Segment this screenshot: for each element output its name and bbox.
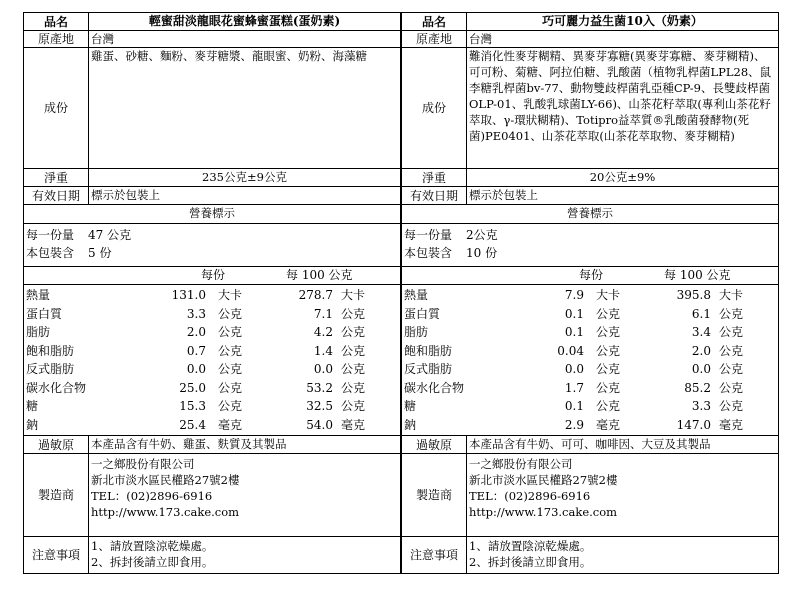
label-allergen: 過敏原	[402, 436, 467, 454]
net-weight-value: 20公克±9%	[467, 169, 779, 187]
per-serving-value: 0.1	[564, 399, 584, 413]
servings-per-pack-value: 10 份	[466, 246, 498, 260]
per-100g-unit: 公克	[341, 325, 366, 339]
manufacturer-info	[89, 454, 401, 537]
per-100g-unit: 毫克	[719, 417, 744, 432]
per-100g-value: 54.0	[306, 417, 333, 432]
nutrient-name: 反式脂肪	[404, 362, 453, 376]
per-100g-unit: 公克	[719, 380, 744, 395]
per-serving-value: 0.04	[557, 343, 584, 358]
per-serving-unit: 公克	[596, 362, 621, 376]
nutrient-row	[26, 342, 398, 361]
per-100g-value: 6.1	[691, 306, 711, 321]
label-origin: 原產地	[24, 31, 89, 48]
manufacturer-tel: TEL：(02)2896-6916	[469, 489, 591, 503]
label-product-name: 品名	[402, 13, 467, 31]
per-serving-value: 25.4	[179, 417, 206, 432]
per-serving-value: 2.9	[564, 417, 584, 432]
label-origin: 原產地	[402, 31, 467, 48]
nutrient-name: 碳水化合物	[26, 380, 87, 395]
label-ingredients: 成份	[402, 48, 467, 169]
note-line: 1、請放置陰涼乾燥處。	[469, 539, 592, 553]
nutrient-name: 脂肪	[26, 325, 51, 339]
per-100g-value: 0.0	[313, 362, 333, 376]
nutrient-row	[26, 286, 398, 305]
nutrient-row	[26, 323, 398, 342]
per-serving-unit: 毫克	[596, 417, 621, 432]
nutrient-name: 飽和脂肪	[26, 343, 75, 358]
per-serving-value: 0.1	[564, 325, 584, 339]
per-serving-unit: 公克	[218, 306, 243, 321]
nutrient-name: 蛋白質	[404, 306, 441, 321]
per-100g-value: 7.1	[313, 306, 333, 321]
per-100g-unit: 公克	[719, 399, 744, 413]
nutrition-column-header	[402, 267, 779, 285]
per-serving-unit: 公克	[218, 399, 243, 413]
expiry-value: 標示於包裝上	[467, 187, 779, 205]
nutrient-name: 碳水化合物	[404, 380, 465, 395]
per-serving-unit: 公克	[218, 343, 243, 358]
per-100g-unit: 大卡	[341, 288, 366, 302]
note-line: 1、請放置陰涼乾燥處。	[91, 539, 214, 553]
per-serving-value: 0.1	[564, 306, 584, 321]
per-100g-value: 395.8	[676, 288, 711, 302]
product-name: 輕蜜甜淡龍眼花蜜蜂蜜蛋糕(蛋奶素)	[89, 13, 401, 31]
notes-info	[89, 537, 401, 574]
origin-value: 台灣	[89, 31, 401, 48]
label-servings-per-pack: 本包裝含	[404, 246, 453, 260]
nutrient-name: 飽和脂肪	[404, 343, 453, 358]
per-100g-unit: 公克	[341, 343, 366, 358]
allergen-value: 本產品含有牛奶、雞蛋、麩質及其製品	[89, 436, 401, 454]
manufacturer-address: 新北市淡水區民權路27號2樓	[91, 473, 240, 487]
label-manufacturer: 製造商	[24, 454, 89, 537]
per-100g-value: 53.2	[306, 380, 333, 395]
per-100g-value: 4.2	[313, 325, 333, 339]
per-100g-unit: 大卡	[719, 288, 744, 302]
serving-size-value: 2公克	[466, 228, 498, 242]
per-serving-unit: 公克	[218, 362, 243, 376]
product-table	[401, 12, 779, 574]
nutrient-row	[26, 305, 398, 324]
allergen-value: 本產品含有牛奶、可可、咖啡因、大豆及其製品	[467, 436, 779, 454]
header-per-100g: 每 100 公克	[286, 268, 353, 282]
per-100g-value: 32.5	[306, 399, 333, 413]
label-expiry: 有效日期	[402, 187, 467, 205]
nutrition-column-header	[24, 267, 401, 285]
header-per-100g: 每 100 公克	[664, 268, 731, 282]
note-line: 2、拆封後請立即食用。	[91, 555, 214, 569]
notes-info	[467, 537, 779, 574]
per-serving-value: 1.7	[564, 380, 584, 395]
serving-info	[402, 224, 779, 267]
per-serving-unit: 大卡	[218, 288, 243, 302]
per-serving-unit: 公克	[596, 343, 621, 358]
serving-size-line	[26, 226, 398, 244]
per-100g-unit: 公克	[341, 380, 366, 395]
product-name: 巧可麗力益生菌10入（奶素）	[467, 13, 779, 31]
nutrient-row	[404, 360, 776, 379]
expiry-value: 標示於包裝上	[89, 187, 401, 205]
servings-per-pack-line	[26, 244, 398, 262]
per-serving-value: 131.0	[171, 288, 206, 302]
per-100g-value: 147.0	[676, 417, 711, 432]
serving-info	[24, 224, 401, 267]
nutrient-row	[404, 416, 776, 435]
per-100g-value: 2.0	[691, 343, 711, 358]
label-serving-size: 每一份量	[404, 228, 453, 242]
per-serving-unit: 公克	[596, 325, 621, 339]
origin-value: 台灣	[467, 31, 779, 48]
servings-per-pack-value: 5 份	[88, 246, 112, 260]
servings-per-pack-line	[404, 244, 776, 262]
per-100g-unit: 公克	[719, 362, 744, 376]
per-serving-unit: 公克	[218, 325, 243, 339]
ingredients-value: 難消化性麥芽糊精、異麥芽寡糖(異麥芽寡糖、麥芽糊精)、可可粉、菊糖、阿拉伯糖、乳酸菌（植物乳桿菌LPL28、鼠李糖乳桿菌bv-77、動物雙歧桿菌乳亞種CP-9、長雙歧桿菌OLP-01、乳酸乳球菌LY-66)、山茶花籽萃取(專利山茶花籽萃取、γ-環狀糊精)、Totipro益萃質®乳酸菌發酵物(死菌)PE0401、山茶花萃取(山茶花萃取物、麥芽糊精)	[467, 48, 779, 169]
nutrient-row	[404, 323, 776, 342]
manufacturer-url[interactable]: http://www.173.cake.com	[91, 505, 240, 519]
label-servings-per-pack: 本包裝含	[26, 246, 75, 260]
per-serving-value: 25.0	[179, 380, 206, 395]
header-per-serving: 每份	[201, 268, 226, 282]
nutrient-row	[404, 397, 776, 416]
label-notes: 注意事項	[402, 537, 467, 574]
manufacturer-name: 一之鄉股份有限公司	[469, 457, 573, 471]
nutrient-name: 反式脂肪	[26, 362, 75, 376]
nutrition-title: 營養標示	[24, 205, 401, 224]
label-ingredients: 成份	[24, 48, 89, 169]
per-100g-value: 85.2	[684, 380, 711, 395]
per-100g-unit: 毫克	[341, 417, 366, 432]
serving-size-line	[404, 226, 776, 244]
nutrient-row	[404, 305, 776, 324]
nutrition-title: 營養標示	[402, 205, 779, 224]
label-serving-size: 每一份量	[26, 228, 75, 242]
nutrient-row	[404, 286, 776, 305]
per-100g-value: 0.0	[691, 362, 711, 376]
per-serving-unit: 公克	[596, 380, 621, 395]
note-line: 2、拆封後請立即食用。	[469, 555, 592, 569]
manufacturer-info	[467, 454, 779, 537]
per-serving-value: 15.3	[179, 399, 206, 413]
per-100g-value: 3.4	[691, 325, 711, 339]
per-100g-unit: 公克	[719, 325, 744, 339]
nutrient-row	[26, 360, 398, 379]
manufacturer-tel: TEL：(02)2896-6916	[91, 489, 213, 503]
per-serving-unit: 公克	[596, 306, 621, 321]
nutrient-name: 鈉	[26, 417, 39, 432]
serving-size-value: 47 公克	[88, 228, 132, 242]
manufacturer-name: 一之鄉股份有限公司	[91, 457, 195, 471]
label-expiry: 有效日期	[24, 187, 89, 205]
product-column-right	[401, 12, 779, 574]
label-notes: 注意事項	[24, 537, 89, 574]
nutrient-name: 糖	[404, 399, 417, 413]
manufacturer-url[interactable]: http://www.173.cake.com	[469, 505, 618, 519]
product-table	[23, 12, 401, 574]
nutrient-list	[402, 285, 779, 436]
product-column-left	[23, 12, 401, 574]
nutrient-row	[26, 416, 398, 435]
per-100g-unit: 公克	[341, 399, 366, 413]
nutrient-name: 熱量	[26, 288, 51, 302]
nutrient-row	[26, 379, 398, 398]
label-allergen: 過敏原	[24, 436, 89, 454]
per-100g-unit: 公克	[719, 306, 744, 321]
nutrient-name: 蛋白質	[26, 306, 63, 321]
nutrient-name: 脂肪	[404, 325, 429, 339]
net-weight-value: 235公克±9公克	[89, 169, 401, 187]
per-100g-value: 1.4	[313, 343, 333, 358]
per-100g-unit: 公克	[341, 362, 366, 376]
nutrient-name: 熱量	[404, 288, 429, 302]
nutrient-name: 鈉	[404, 417, 417, 432]
per-serving-value: 7.9	[564, 288, 584, 302]
header-per-serving: 每份	[579, 268, 604, 282]
per-serving-unit: 大卡	[596, 288, 621, 302]
label-product-name: 品名	[24, 13, 89, 31]
label-manufacturer: 製造商	[402, 454, 467, 537]
per-serving-value: 0.0	[186, 362, 206, 376]
nutrient-name: 糖	[26, 399, 39, 413]
per-serving-value: 3.3	[186, 306, 206, 321]
nutrient-list	[24, 285, 401, 436]
nutrient-row	[404, 342, 776, 361]
per-serving-unit: 公克	[218, 380, 243, 395]
per-serving-value: 0.0	[564, 362, 584, 376]
per-serving-unit: 公克	[596, 399, 621, 413]
per-serving-value: 2.0	[186, 325, 206, 339]
per-serving-unit: 毫克	[218, 417, 243, 432]
nutrient-row	[404, 379, 776, 398]
per-100g-value: 3.3	[691, 399, 711, 413]
per-100g-unit: 公克	[719, 343, 744, 358]
per-serving-value: 0.7	[186, 343, 206, 358]
per-100g-value: 278.7	[298, 288, 333, 302]
manufacturer-address: 新北市淡水區民權路27號2樓	[469, 473, 618, 487]
ingredients-value: 雞蛋、砂糖、麵粉、麥芽糖漿、龍眼蜜、奶粉、海藻糖	[89, 48, 401, 169]
label-net-weight: 淨重	[402, 169, 467, 187]
per-100g-unit: 公克	[341, 306, 366, 321]
nutrient-row	[26, 397, 398, 416]
label-net-weight: 淨重	[24, 169, 89, 187]
